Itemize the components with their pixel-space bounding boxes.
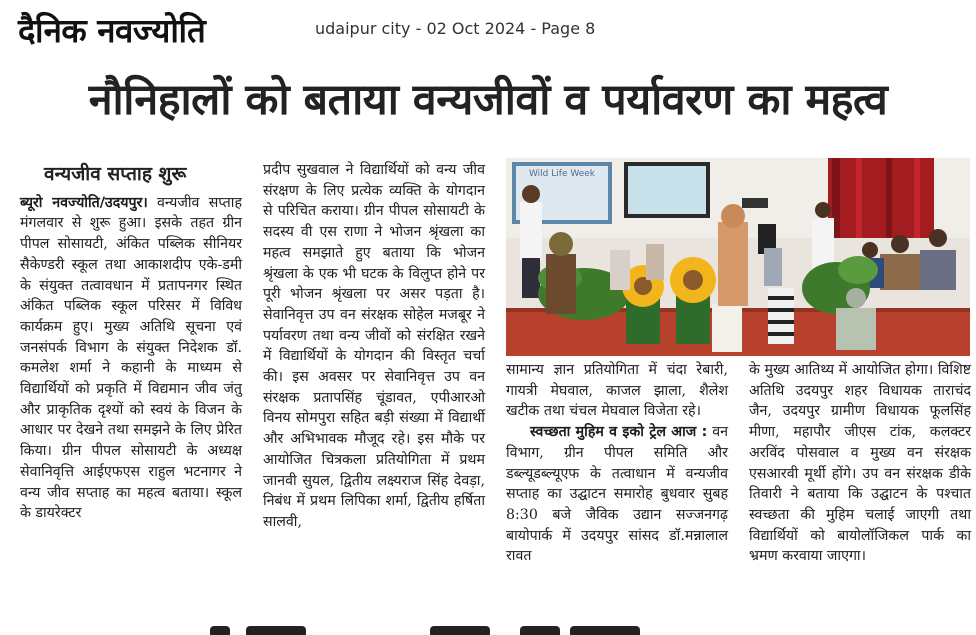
column-4-text: के मुख्य आतिथ्य में आयोजित होगा। विशिष्ट अतिथि उदयपुर शहर विधायक ताराचंद जैन, उदयपुर ग्रामीण विधायक फूलसिंह मीणा, महापौर जीएस टांक, कलक्टर अरविंद पोसवाल व मुख्य वन संरक्षक एसआरवी मूर्थी होंगे। उप वन संरक्षक डीके तिवारी ने बताया कि उद्घाटन के पश्चात स्वच्छता की मुहिम चलाई जाएगी तथा विद्यार्थियों को बायोलॉजिकल पार्क का भ्रमण करवाया जाएगा।: [749, 362, 971, 565]
article-column-2: [263, 160, 485, 533]
subhead: वन्यजीव सप्ताह शुरू: [44, 163, 187, 185]
column-3-body: वन विभाग, ग्रीन पीपल समिति और डब्ल्यूडब्ल्यूएफ के तत्वाधान में वन्यजीव सप्ताह का उद्घाटन समारोह बुधवार सुबह 8:30 बजे जैविक उद्यान सज्जनगढ़ बायोपार्क में उदयपुर सांसद डॉ.मन्नालाल रावत: [506, 424, 728, 565]
news-photo: [506, 158, 970, 356]
byline: ब्यूरो नवज्योति/उदयपुर।: [20, 194, 148, 211]
photo-illustration: [506, 158, 970, 356]
column-1-body: वन्यजीव सप्ताह मंगलवार से शुरू हुआ। इसके तहत ग्रीन पीपल सोसायटी, अंकित पब्लिक सीनियर सैकेण्डरी स्कूल तथा आकाशदीप एके-डमी के संयुक्त तत्वावधान में प्रतापनगर स्थित अंकित पब्लिक स्कूल परिसर में विविध कार्यक्रम हुए। मुख्य अतिथि सूचना एवं जनसंपर्क विभाग के संयुक्त निदेशक डॉ. कमलेश शर्मा ने कहानी के माध्यम से विद्यार्थियों को प्रकृति में विद्यमान जीव जंतु और प्राकृतिक दृश्यों को स्वयं के विजन के आधार पर देखने तथा समझने के लिए प्रेरित किया। ग्रीन पीपल सोसायटी के अध्यक्ष सेवानिवृत्ति आईएफएस राहुल भटनागर ने वन्य जीव सप्ताह का महत्व बताया। स्कूल के डायरेक्टर: [20, 194, 242, 522]
article-column-4: [749, 360, 971, 567]
column-3-intro: सामान्य ज्ञान प्रतियोगिता में चंदा रेबारी, गायत्री मेघवाल, काजल झाला, शैलेश खटीक तथा चंचल मेघवाल विजेता रहे।: [506, 362, 728, 420]
article-column-3: [506, 360, 728, 567]
column-1-text: [20, 193, 242, 524]
column-2-text: प्रदीप सुखवाल ने विद्यार्थियों को वन्य जीव संरक्षण के लिए प्रत्येक व्यक्ति के योगदान से परिचित कराया। ग्रीन पीपल सोसायटी के सदस्य वी एस राणा ने भोजन श्रृंखला का महत्व समझाते हुए बताया कि भोजन श्रृंखला के एक भी घटक के विलुप्त होने पर पूरी भोजन श्रृंखला पर असर पड़ता है। सेवानिवृत्त उप वन संरक्षक सोहेल मजबूर ने पर्यावरण तथा वन्य जीवों को संरक्षित रखने में विद्यार्थियों के योगदान की विस्तृत चर्चा की। इस अवसर पर सेवानिवृत्त उप वन संरक्षक प्रतापसिंह चूंडावत, एपीआरओ विनय सोमपुरा सहित बड़ी संख्या में विद्यार्थी और अभिभावक मौजूद रहे। इस मौके पर आयोजित चित्रकला प्रतियोगिता में प्रथम जानवी सुयल, द्वितीय लक्ष्यराज सिंह देवड़ा, निबंध में प्रथम लिपिका शर्मा, द्वितीय हर्षिता सालवी,: [263, 162, 485, 530]
banner-text: Wild Life Week: [528, 169, 596, 179]
newspaper-logo: दैनिक नवज्योति: [18, 10, 206, 50]
edition-line: udaipur city - 02 Oct 2024 - Page 8: [315, 19, 596, 38]
section-heading: स्वच्छता मुहिम व इको ट्रेल आज :: [530, 424, 708, 441]
article-column-1: [20, 164, 242, 524]
headline: नौनिहालों को बताया वन्यजीवों व पर्यावरण का महत्व: [88, 75, 888, 125]
next-headline-fragment: [0, 618, 976, 635]
column-3-text: [506, 422, 728, 567]
